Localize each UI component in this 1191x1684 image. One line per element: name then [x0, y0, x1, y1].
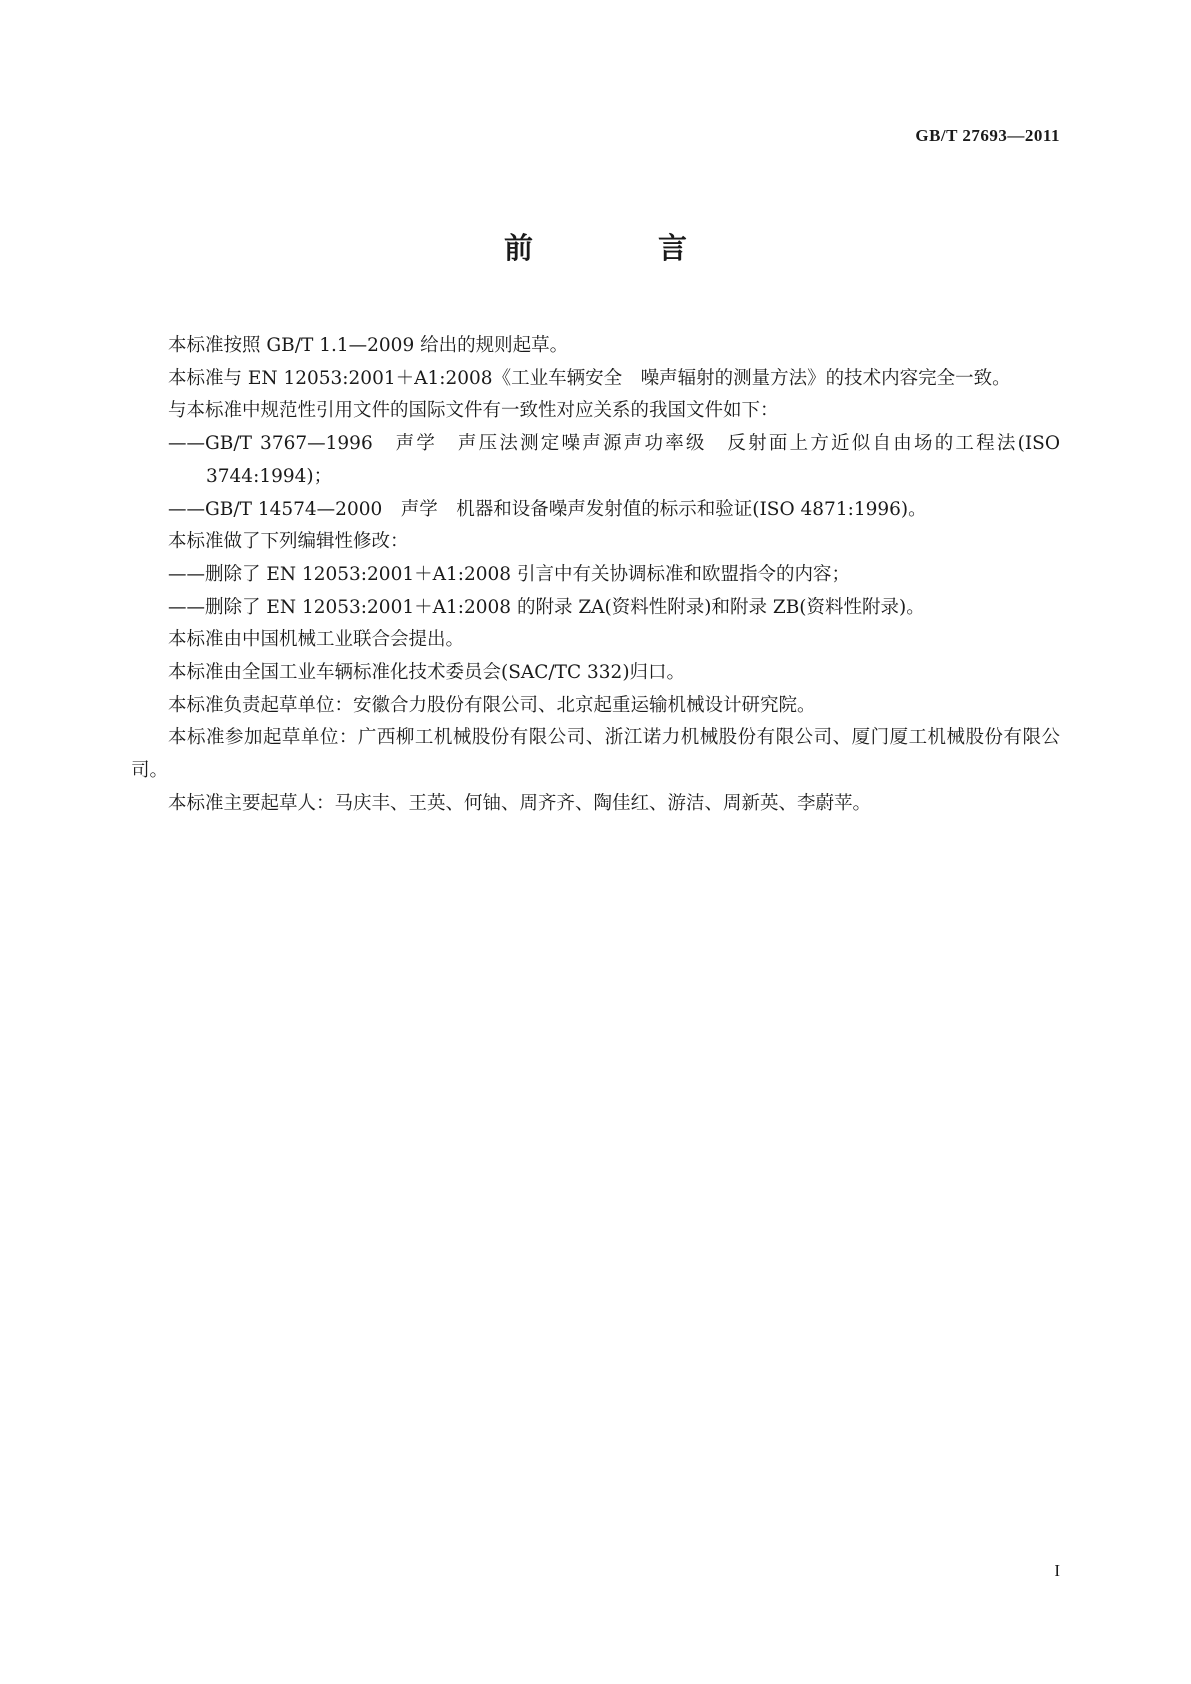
paragraph-editorial-changes: 本标准做了下列编辑性修改： [168, 531, 409, 553]
paragraph-drafting-rules: 本标准按照 GB/T 1.1—2009 给出的规则起草。 [168, 335, 569, 356]
paragraph-administered-by: 本标准由全国工业车辆标准化技术委员会(SAC/TC 332)归口。 [168, 662, 686, 684]
list-item-change-2: ——删除了 EN 12053:2001＋A1:2008 的附录 ZA(资料性附录)和附录 ZB(资料性附录)。 [168, 596, 925, 618]
list-item-reference-1: ——GB/T 3767—1996 声学 声压法测定噪声源声功率级 反射面上方近似自由场的工程法(ISO 3744:1994)； [168, 433, 1066, 487]
page-number: I [1054, 1561, 1060, 1580]
foreword-body [131, 330, 1066, 821]
standard-number: GB/T 27693—2011 [915, 126, 1060, 145]
paragraph-participating-drafters: 本标准参加起草单位：广西柳工机械股份有限公司、浙江诺力机械股份有限公司、厦门厦工机械股份有限公司。 [131, 727, 1060, 782]
paragraph-proposed-by: 本标准由中国机械工业联合会提出。 [168, 629, 465, 651]
paragraph-main-drafters: 本标准主要起草人：马庆丰、王英、何铀、周齐齐、陶佳红、游洁、周新英、李蔚苹。 [168, 792, 872, 814]
paragraph-equivalence: 本标准与 EN 12053:2001＋A1:2008《工业车辆安全 噪声辐射的测量方法》的技术内容完全一致。 [168, 367, 1011, 389]
list-item-change-1: ——删除了 EN 12053:2001＋A1:2008 引言中有关协调标准和欧盟指令的内容； [168, 563, 850, 585]
list-item-reference-2: ——GB/T 14574—2000 声学 机器和设备噪声发射值的标示和验证(ISO 4871:1996)。 [168, 498, 927, 520]
page-title: 前 言 [503, 231, 735, 265]
paragraph-responsible-drafters: 本标准负责起草单位：安徽合力股份有限公司、北京起重运输机械设计研究院。 [168, 694, 816, 716]
paragraph-normative-references: 与本标准中规范性引用文件的国际文件有一致性对应关系的我国文件如下： [168, 400, 779, 422]
